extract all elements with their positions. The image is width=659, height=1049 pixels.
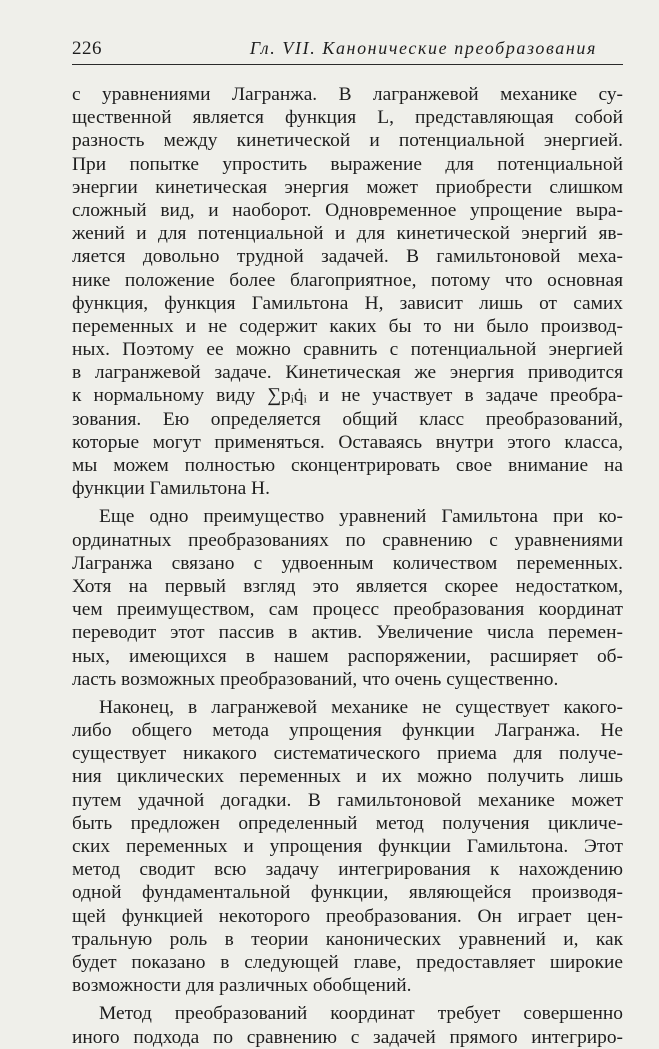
text-line: возможности для различных обобщений. — [72, 975, 412, 997]
text-line: быть предложен определенный метод получения цикличе- — [72, 812, 623, 834]
paragraph — [72, 83, 623, 500]
text-line: которые могут применяться. Оставаясь внутри этого класса, — [72, 431, 623, 453]
text-line: переводит этот пассив в актив. Увеличение числа перемен- — [72, 622, 623, 644]
text-line: в лагранжевой задаче. Кинетическая же энергия приводится — [72, 362, 623, 384]
text-line: Хотя на первый взгляд это является скорее недостатком, — [72, 575, 623, 597]
text-line: ния циклических переменных и их можно получить лишь — [72, 766, 623, 788]
text-line: мы можем полностью сконцентрировать свое внимание на — [72, 455, 623, 476]
paragraph — [72, 696, 623, 997]
text-line: щей функцией некоторого преобразования. Он играет цен- — [72, 905, 623, 927]
text-line: переменных и не содержит каких бы то ни было производ- — [72, 315, 623, 337]
text-line: При попытке упростить выражение для потенциальной — [72, 153, 623, 175]
text-line: нике положение более благоприятное, потому что основная — [72, 269, 623, 291]
text-line: либо общего метода упрощения функции Лагранжа. Не — [72, 720, 623, 742]
text-line: ских переменных и упрощения функции Гамильтона. Этот — [72, 836, 623, 857]
text-line: функция, функция Гамильтона H, зависит лишь от самих — [72, 292, 623, 314]
page-header — [72, 28, 623, 65]
text-line: ординатных преобразованиях по сравнению с уравнениями — [72, 529, 623, 551]
text-line: одной фундаментальной функции, являющейся производя- — [72, 882, 623, 904]
body-text — [72, 83, 623, 1049]
text-line: ляется довольно трудной задачей. В гамильтоновой меха- — [72, 246, 623, 268]
text-line: чем преимуществом, сам процесс преобразования координат — [72, 599, 623, 621]
text-line: жений и для потенциальной и для кинетической энергий яв- — [72, 223, 623, 245]
text-line: ных. Поэтому ее можно сравнить с потенциальной энергией — [72, 339, 623, 361]
text-line: путем удачной догадки. В гамильтоновой механике может — [72, 789, 623, 811]
text-line: Метод преобразований координат требует совершенно — [99, 1003, 623, 1025]
paragraph — [72, 505, 623, 691]
text-line: зования. Ею определяется общий класс преобразований, — [72, 408, 623, 430]
text-line: Еще одно преимущество уравнений Гамильтона при ко- — [99, 506, 623, 528]
text-line: ласть возможных преобразований, что очень существенно. — [72, 668, 559, 690]
text-line: разность между кинетической и потенциальной энергией. — [72, 130, 623, 152]
text-line: к нормальному виду ∑pᵢq̇ᵢ и не участвует в задаче преобра- — [72, 385, 623, 407]
running-title: Гл. VII. Канонические преобразования — [249, 38, 597, 58]
text-line: сложный вид, и наоборот. Одновременное упрощение выра- — [72, 199, 623, 221]
page-number: 226 — [72, 38, 102, 59]
text-line: с уравнениями Лагранжа. В лагранжевой механике су- — [72, 84, 623, 105]
text-line: тральную роль в теории канонических уравнений и, как — [72, 928, 623, 950]
text-line: ных, имеющихся в нашем распоряжении, расширяет об- — [72, 645, 623, 667]
text-line: энергии кинетическая энергия может приобрести слишком — [72, 176, 623, 198]
text-line: Лагранжа связано с удвоенным количеством переменных. — [72, 552, 623, 574]
text-line: иного подхода по сравнению с задачей прямого интегриро- — [72, 1026, 623, 1048]
text-line: функции Гамильтона H. — [72, 478, 270, 500]
text-line: щественной является функция L, представляющая собой — [72, 107, 623, 129]
text-line: будет показано в следующей главе, предоставляет широкие — [72, 951, 623, 973]
text-line: Наконец, в лагранжевой механике не существует какого- — [99, 696, 623, 718]
paragraph — [72, 1002, 623, 1048]
text-line: метод сводит всю задачу интегрирования к нахождению — [72, 859, 623, 881]
text-line: существует никакого систематического приема для получе- — [72, 743, 623, 765]
